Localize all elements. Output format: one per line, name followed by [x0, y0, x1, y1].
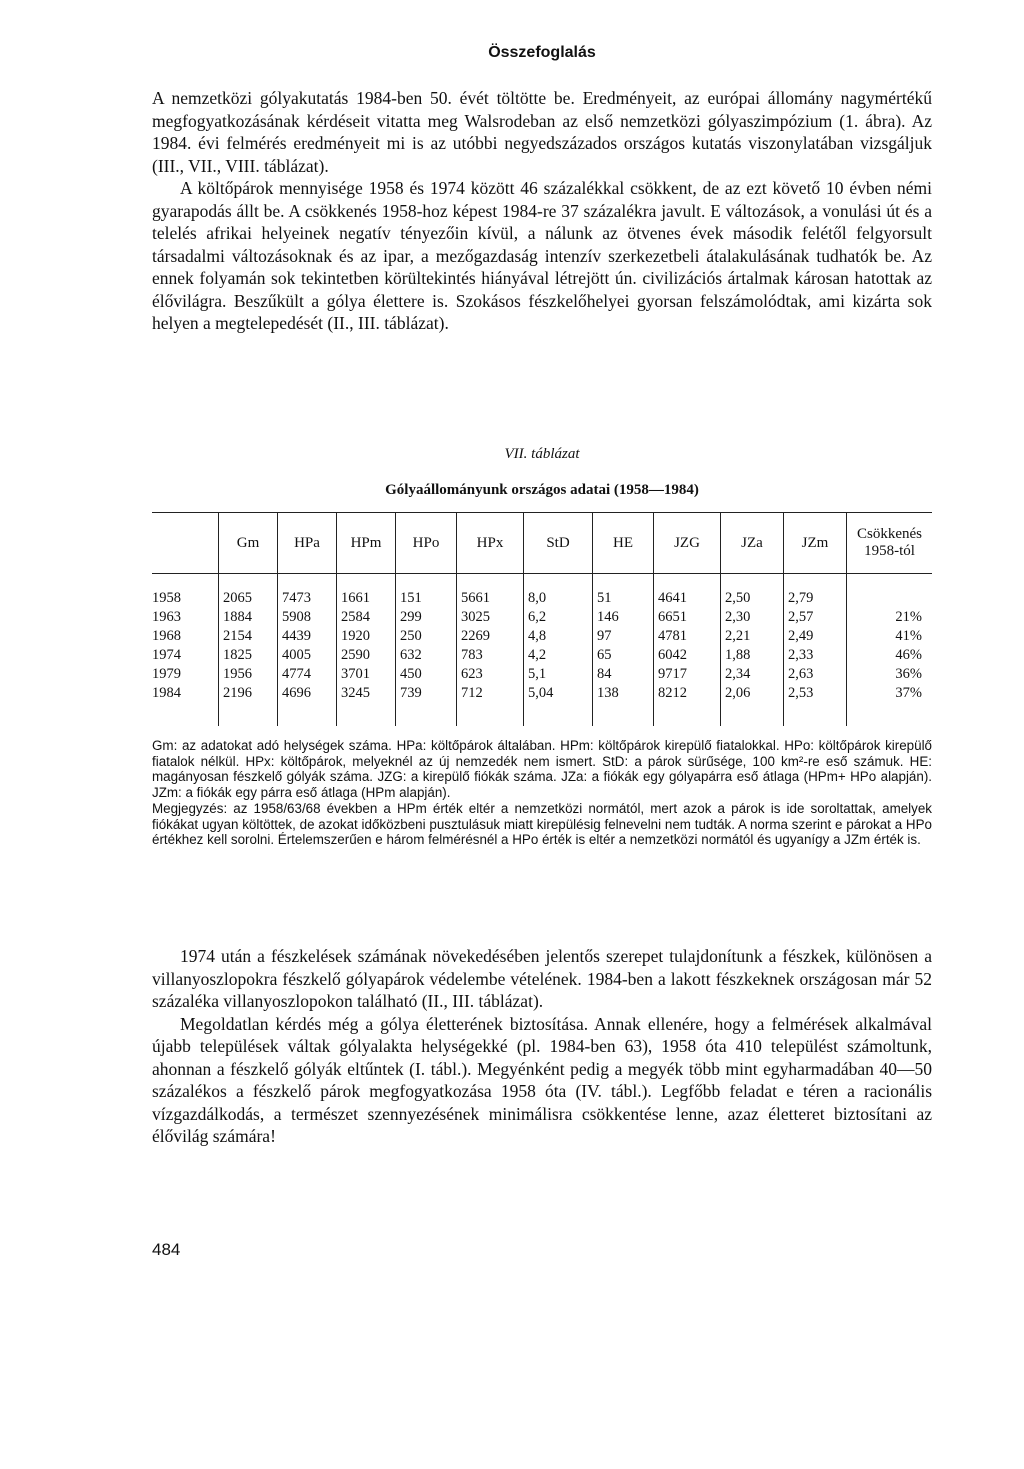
cell-he: 138 [593, 683, 654, 726]
cell-gm: 1825 [219, 645, 278, 664]
cell-jzm: 2,79 [784, 588, 847, 607]
header-hpx: HPx [457, 513, 524, 574]
cell-jza: 2,06 [721, 683, 784, 726]
cell-jza: 1,88 [721, 645, 784, 664]
table-row [152, 588, 932, 607]
cell-hpx: 712 [457, 683, 524, 726]
cell-year: 1974 [152, 646, 181, 663]
cell-hpa: 4696 [278, 683, 337, 726]
cell-hpx: 2269 [457, 626, 524, 645]
cell-jza: 2,21 [721, 626, 784, 645]
cell-decrease: 37% [847, 683, 933, 726]
cell-decrease: 21% [847, 607, 933, 626]
cell-hpa: 7473 [278, 588, 337, 607]
cell-hpo: 151 [396, 588, 457, 607]
cell-std: 5,1 [524, 664, 593, 683]
cell-hpa: 4005 [278, 645, 337, 664]
header-jza: JZa [721, 513, 784, 574]
cell-decrease: 46% [847, 645, 933, 664]
cell-he: 84 [593, 664, 654, 683]
cell-hpm: 1920 [337, 626, 396, 645]
cell-hpa: 4439 [278, 626, 337, 645]
cell-year: 1968 [152, 627, 181, 644]
cell-jzm: 2,53 [784, 683, 847, 726]
cell-jzm: 2,33 [784, 645, 847, 664]
page-number: 484 [152, 1240, 181, 1259]
cell-hpm: 2590 [337, 645, 396, 664]
cell-hpm: 1661 [337, 588, 396, 607]
header-jzm: JZm [784, 513, 847, 574]
cell-gm: 2154 [219, 626, 278, 645]
cell-he: 65 [593, 645, 654, 664]
cell-year: 1979 [152, 665, 181, 682]
cell-hpo: 450 [396, 664, 457, 683]
table-header-row [152, 513, 932, 574]
cell-hpx: 3025 [457, 607, 524, 626]
header-jzg: JZG [654, 513, 721, 574]
cell-jzg: 6651 [654, 607, 721, 626]
paragraph-intro: A nemzetközi gólyakutatás 1984-ben 50. évét töltötte be. Eredményeit, az európai állomány nagymértékű megfogyatkozásának kérdéseit vitatta meg Walsrodeban az első nemzetközi gólyaszimpózium (1. ábra). Az 1984. évi felmérés eredményeit mi is az utóbbi negyedszázados országos kutatás viszonylatában vizsgáljuk (III., VII., VIII. táblázat). [152, 88, 932, 176]
table-row [152, 645, 932, 664]
cell-std: 4,8 [524, 626, 593, 645]
cell-hpx: 623 [457, 664, 524, 683]
cell-decrease: 36% [847, 664, 933, 683]
cell-he: 97 [593, 626, 654, 645]
header-hpm: HPm [337, 513, 396, 574]
cell-decrease: 41% [847, 626, 933, 645]
paragraph-nests: 1974 után a fészkelések számának növekedésében jelentős szerepet tulajdonítunk a fészkek, különösen a villanyoszlopokra fészkelő gólyapárok védelembe vételének. 1984-ben a lakott fészkeknek országosan már 52 százaléka villanyoszlopokon található (II., III. táblázat). [152, 946, 932, 1011]
header-year [152, 513, 219, 574]
cell-hpo: 739 [396, 683, 457, 726]
table-number: VII. táblázat [504, 446, 580, 462]
cell-jza: 2,34 [721, 664, 784, 683]
header-he: HE [593, 513, 654, 574]
cell-hpx: 783 [457, 645, 524, 664]
cell-std: 5,04 [524, 683, 593, 726]
cell-hpo: 299 [396, 607, 457, 626]
header-std: StD [524, 513, 593, 574]
paragraph-decline: A költőpárok mennyisége 1958 és 1974 között 46 százalékkal csökkent, de az ezt követő 10 évben némi gyarapodás állt be. A csökkenés 1958-hoz képest 1984-re 37 százalékra javult. E változások, a vonulási út és a telelés afrikai helyeinek negatív tényezőin kívül, a nálunk az ötvenes évek második felétől felgyorsult társadalmi változásoknak és az ipar, a mezőgazdaság intenzív szerkezetbeli átalakulásának tudhatók be. Az ennek folyamán sok tekintetben körültekintés hiányával létrejött ún. civilizációs ártalmak károsan hatottak az élővilágra. Beszűkült a gólya élettere is. Szokásos fészkelőhelyei gyorsan felszámolódtak, ami kizárta sok helyen a megtelepedését (II., III. táblázat). [152, 178, 932, 333]
cell-std: 4,2 [524, 645, 593, 664]
cell-hpm: 3701 [337, 664, 396, 683]
page-heading: Összefoglalás [488, 44, 596, 61]
cell-jza: 2,30 [721, 607, 784, 626]
cell-std: 8,0 [524, 588, 593, 607]
cell-jzg: 4641 [654, 588, 721, 607]
cell-hpx: 5661 [457, 588, 524, 607]
table-notes [152, 738, 932, 848]
cell-jzm: 2,49 [784, 626, 847, 645]
paragraph-habitat: Megoldatlan kérdés még a gólya életterének biztosítása. Annak ellenére, hogy a felmérések alkalmával újabb települések váltak gólyalakta helységekké (pl. 1984-ben 63), 1958 óta 410 települést számoltunk, ahonnan a fészkelő gólyák eltűntek (I. tábl.). Megyénként pedig a megyék több mint egyharmadában 40—50 százalékos a fészkelő párok megfogyatkozása 1958 óta (IV. tábl.). Legfőbb feladat e téren a racionális vízgazdálkodás, a természet szennyezésének minimálisra csökkentése lenne, azaz életteret biztosítani az élővilág számára! [152, 1013, 932, 1146]
cell-year: 1963 [152, 608, 181, 625]
table-spacer-row [152, 574, 932, 589]
cell-jzm: 2,57 [784, 607, 847, 626]
cell-year: 1984 [152, 684, 181, 701]
cell-std: 6,2 [524, 607, 593, 626]
summary-section [152, 87, 932, 335]
table-remark: Megjegyzés: az 1958/63/68 években a HPm érték eltér a nemzetközi normától, mert azok a párok is ide soroltattak, amelyek fiókákat ugyan költöttek, de azokat időközbeni pusztulásuk miatt kirepülésig felnevelni nem tudták. A norma szerint e párokat a HPo értékhez kell sorolni. Értelemszerűen e három felmérésnél a HPo érték is eltér a nemzetközi normától és ugyanígy a JZm érték is. [152, 800, 932, 848]
table-body [152, 574, 932, 727]
cell-jza: 2,50 [721, 588, 784, 607]
cell-jzg: 4781 [654, 626, 721, 645]
stork-data-table [152, 512, 932, 726]
table-row [152, 683, 932, 726]
table-row [152, 626, 932, 645]
header-gm: Gm [219, 513, 278, 574]
cell-gm: 2196 [219, 683, 278, 726]
cell-hpa: 4774 [278, 664, 337, 683]
header-decrease: Csökkenés 1958-tól [847, 513, 933, 574]
table-row [152, 664, 932, 683]
cell-decrease [847, 588, 933, 607]
cell-gm: 1956 [219, 664, 278, 683]
table-legend: Gm: az adatokat adó helységek száma. HPa: költőpárok általában. HPm: költőpárok kirepülő fiatalokkal. HPo: költőpárok kirepülő fiatalok nélkül. HPx: költőpárok, melyeknél az új nemzedék nem ismert. StD: a párok sürűsége, 100 km²-re eső számuk. HE: magányosan fészkelő gólyák száma. JZG: a kirepülő fiókák száma. JZa: a fiókák egy gólyapárra eső átlaga (HPm+ HPo alapján). JZm: a fiókák egy párra eső átlaga (HPm alapján). [152, 738, 932, 801]
cell-hpm: 3245 [337, 683, 396, 726]
cell-hpo: 632 [396, 645, 457, 664]
table-title: Gólyaállományunk országos adatai (1958—1984) [385, 482, 699, 498]
cell-gm: 2065 [219, 588, 278, 607]
cell-he: 51 [593, 588, 654, 607]
conclusion-section [152, 945, 932, 1148]
cell-hpo: 250 [396, 626, 457, 645]
table-row [152, 607, 932, 626]
cell-jzg: 6042 [654, 645, 721, 664]
header-hpo: HPo [396, 513, 457, 574]
cell-gm: 1884 [219, 607, 278, 626]
cell-hpm: 2584 [337, 607, 396, 626]
cell-jzm: 2,63 [784, 664, 847, 683]
cell-he: 146 [593, 607, 654, 626]
cell-jzg: 9717 [654, 664, 721, 683]
cell-jzg: 8212 [654, 683, 721, 726]
cell-hpa: 5908 [278, 607, 337, 626]
header-hpa: HPa [278, 513, 337, 574]
cell-year: 1958 [152, 589, 181, 606]
